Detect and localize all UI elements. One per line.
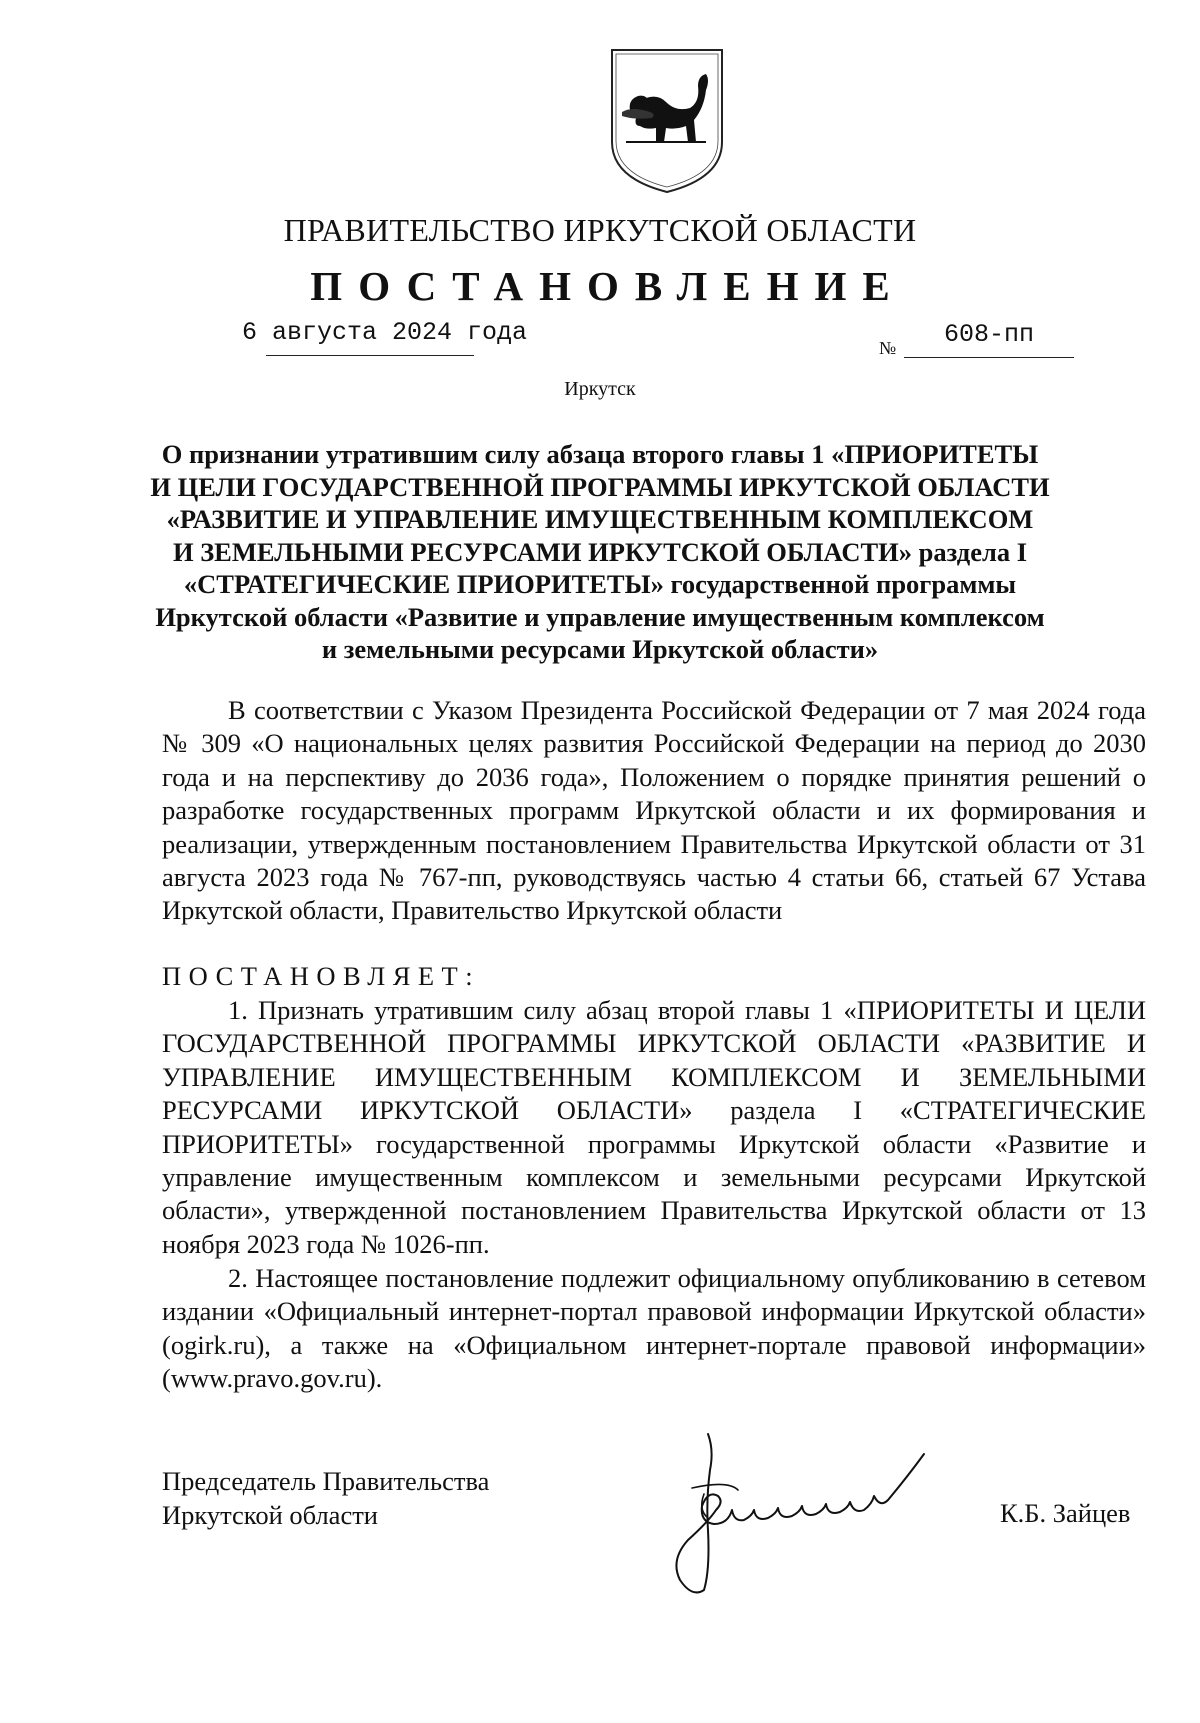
- position-line-1: Председатель Правительства: [162, 1466, 490, 1496]
- title-line: «СТРАТЕГИЧЕСКИЕ ПРИОРИТЕТЫ» государственной программы: [183, 569, 1017, 599]
- item-1-paragraph: [162, 994, 1146, 1261]
- title-line: И ЗЕМЕЛЬНЫМИ РЕСУРСАМИ ИРКУТСКОЙ ОБЛАСТИ» раздела I: [172, 536, 1028, 567]
- number-label: №: [879, 338, 897, 358]
- coat-of-arms-emblem: [606, 46, 728, 196]
- item-1-text: 1. Признать утратившим силу абзац второй главы 1 «ПРИОРИТЕТЫ И ЦЕЛИ ГОСУДАРСТВЕННОЙ ПРОГРАММЫ ИРКУТСКОЙ ОБЛАСТИ «РАЗВИТИЕ И УПРАВЛЕНИЕ ИМУЩЕСТВЕННЫМ КОМПЛЕКСОМ И ЗЕМЕЛЬНЫМИ РЕСУРСАМИ ИРКУТСКОЙ ОБЛАСТИ» раздела I «СТРАТЕГИЧЕСКИЕ ПРИОРИТЕТЫ» государственной программы Иркутской области «Развитие и управление имущественным комплексом и земельными ресурсами Иркутской области», утвержденной постановлением Правительства Иркутской области от 13 ноября 2023 года № 1026-пп.: [162, 995, 1146, 1259]
- document-type: ПОСТАНОВЛЕНИЕ: [310, 263, 906, 309]
- preamble-paragraph: [162, 694, 1146, 928]
- organization-name: ПРАВИТЕЛЬСТВО ИРКУТСКОЙ ОБЛАСТИ: [283, 212, 917, 248]
- signatory-position: [162, 1464, 489, 1532]
- preamble-text: В соответствии с Указом Президента Российской Федерации от 7 мая 2024 года № 309 «О национальных целях развития Российской Федерации на период до 2030 года и на перспективу до 2036 года», Положением о порядке принятия решений о разработке государственных программ Иркутской области и их формирования и реализации, утвержденным постановлением Правительства Иркутской области от 31 августа 2023 года № 767-пп, руководствуясь частью 4 статьи 66, статьей 67 Устава Иркутской области, Правительство Иркутской области: [162, 695, 1146, 926]
- position-line-2: Иркутской области: [162, 1500, 378, 1530]
- handwritten-signature: [668, 1430, 938, 1600]
- decree-word: ПОСТАНОВЛЯЕТ:: [162, 961, 481, 991]
- item-2-paragraph: [162, 1262, 1146, 1396]
- title-line: О признании утратившим силу абзаца второго главы 1 «ПРИОРИТЕТЫ: [161, 439, 1039, 469]
- city-name: Иркутск: [564, 378, 636, 400]
- document-number: 608-пп: [944, 320, 1035, 349]
- document-title: [150, 438, 1050, 666]
- signatory-name: К.Б. Зайцев: [1000, 1498, 1131, 1528]
- item-2-text: 2. Настоящее постановление подлежит официальному опубликованию в сетевом издании «Официальный интернет-портал правовой информации Иркутской области» (ogirk.ru), а также на «Официальном интернет-портале правовой информации» (www.pravo.gov.ru).: [162, 1263, 1146, 1394]
- title-line: Иркутской области «Развитие и управление имущественным комплексом: [155, 601, 1045, 632]
- title-line: и земельными ресурсами Иркутской области»: [321, 634, 879, 664]
- document-date: 6 августа 2024 года: [242, 318, 528, 347]
- date-underline: [266, 355, 474, 356]
- title-line: «РАЗВИТИЕ И УПРАВЛЕНИЕ ИМУЩЕСТВЕННЫМ КОМПЛЕКСОМ: [166, 504, 1034, 534]
- title-line: И ЦЕЛИ ГОСУДАРСТВЕННОЙ ПРОГРАММЫ ИРКУТСКОЙ ОБЛАСТИ: [150, 471, 1050, 502]
- number-underline: [904, 357, 1074, 358]
